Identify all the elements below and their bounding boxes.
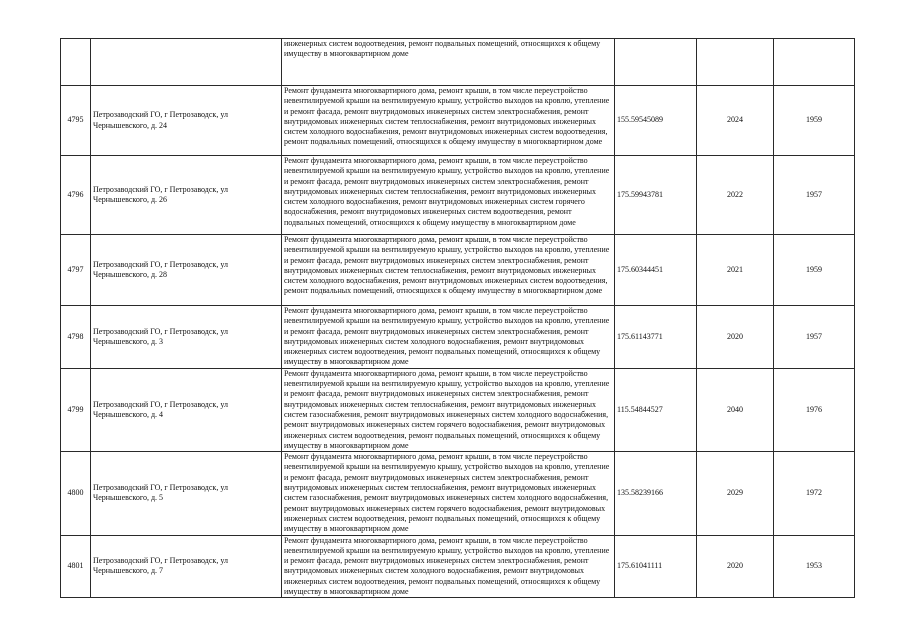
works-cell: инженерных систем водоотведения, ремонт подвальных помещений, относящихся к общему имуществу в многоквартирном доме: [282, 39, 615, 86]
area-cell: 155.59545089: [615, 86, 697, 156]
built-year-cell: 1953: [774, 535, 855, 598]
table-row: [61, 156, 855, 235]
row-number: 4795: [61, 86, 91, 156]
row-number: 4798: [61, 306, 91, 369]
address-cell: Петрозаводский ГО, г Петрозаводск, ул Чернышевского, д. 5: [91, 452, 282, 535]
row-number: 4801: [61, 535, 91, 598]
planned-year-cell: 2024: [697, 86, 774, 156]
built-year-cell: 1972: [774, 452, 855, 535]
row-number: 4797: [61, 235, 91, 306]
table-row: [61, 535, 855, 598]
built-year-cell: [774, 39, 855, 86]
address-cell: Петрозаводский ГО, г Петрозаводск, ул Чернышевского, д. 4: [91, 368, 282, 451]
works-cell: Ремонт фундамента многоквартирного дома, ремонт крыши, в том числе переустройство невентилируемой крыши на вентилируемую крышу, устройство выходов на кровлю, утепление и ремонт фасада, ремонт внутридомовых инженерных систем электроснабжения, ремонт внутридомовых инженерных систем теплоснабжения, ремонт внутридомовых инженерных систем газоснабжения, ремонт внутридомовых инженерных систем холодного водоснабжения, ремонт внутридомовых инженерных систем горячего водоснабжения, ремонт внутридомовых инженерных систем водоотведения, ремонт подвальных помещений, относящихся к общему имуществу в многоквартирном доме: [282, 368, 615, 451]
planned-year-cell: 2020: [697, 306, 774, 369]
repair-program-table: [60, 38, 855, 598]
table-row: [61, 452, 855, 535]
row-number: 4796: [61, 156, 91, 235]
built-year-cell: 1959: [774, 86, 855, 156]
row-number: 4800: [61, 452, 91, 535]
works-cell: Ремонт фундамента многоквартирного дома, ремонт крыши, в том числе переустройство невентилируемой крыши на вентилируемую крышу, устройство выходов на кровлю, утепление и ремонт фасада, ремонт внутридомовых инженерных систем электроснабжения, ремонт внутридомовых инженерных систем теплоснабжения, ремонт внутридомовых инженерных систем газоснабжения, ремонт внутридомовых инженерных систем холодного водоснабжения, ремонт внутридомовых инженерных систем горячего водоснабжения, ремонт внутридомовых инженерных систем водоотведения, ремонт подвальных помещений, относящихся к общему имуществу в многоквартирном доме: [282, 452, 615, 535]
table-row: [61, 368, 855, 451]
address-cell: Петрозаводский ГО, г Петрозаводск, ул Чернышевского, д. 28: [91, 235, 282, 306]
planned-year-cell: 2021: [697, 235, 774, 306]
planned-year-cell: 2022: [697, 156, 774, 235]
built-year-cell: 1957: [774, 306, 855, 369]
row-number: [61, 39, 91, 86]
built-year-cell: 1976: [774, 368, 855, 451]
address-cell: Петрозаводский ГО, г Петрозаводск, ул Чернышевского, д. 24: [91, 86, 282, 156]
area-cell: 115.54844527: [615, 368, 697, 451]
address-cell: Петрозаводский ГО, г Петрозаводск, ул Чернышевского, д. 7: [91, 535, 282, 598]
address-cell: Петрозаводский ГО, г Петрозаводск, ул Чернышевского, д. 26: [91, 156, 282, 235]
address-cell: Петрозаводский ГО, г Петрозаводск, ул Чернышевского, д. 3: [91, 306, 282, 369]
table-row: [61, 86, 855, 156]
area-cell: 175.61143771: [615, 306, 697, 369]
table-row: [61, 39, 855, 86]
works-cell: Ремонт фундамента многоквартирного дома, ремонт крыши, в том числе переустройство невентилируемой крыши на вентилируемую крышу, устройство выходов на кровлю, утепление и ремонт фасада, ремонт внутридомовых инженерных систем электроснабжения, ремонт внутридомовых инженерных систем теплоснабжения, ремонт внутридомовых инженерных систем холодного водоснабжения, ремонт внутридомовых инженерных систем водоотведения, ремонт подвальных помещений, относящихся к общему имуществу в многоквартирном доме: [282, 86, 615, 156]
area-cell: 175.61041111: [615, 535, 697, 598]
planned-year-cell: 2029: [697, 452, 774, 535]
area-cell: [615, 39, 697, 86]
built-year-cell: 1957: [774, 156, 855, 235]
table-row: [61, 235, 855, 306]
works-cell: Ремонт фундамента многоквартирного дома, ремонт крыши, в том числе переустройство невентилируемой крыши на вентилируемую крышу, устройство выходов на кровлю, утепление и ремонт фасада, ремонт внутридомовых инженерных систем электроснабжения, ремонт внутридомовых инженерных систем теплоснабжения, ремонт внутридомовых инженерных систем холодного водоснабжения, ремонт внутридомовых инженерных систем горячего водоснабжения, ремонт внутридомовых инженерных систем водоотведения, ремонт подвальных помещений, относящихся к общему имуществу в многоквартирном доме: [282, 156, 615, 235]
row-number: 4799: [61, 368, 91, 451]
planned-year-cell: 2020: [697, 535, 774, 598]
address-cell: [91, 39, 282, 86]
works-cell: Ремонт фундамента многоквартирного дома, ремонт крыши, в том числе переустройство невентилируемой крыши на вентилируемую крышу, устройство выходов на кровлю, утепление и ремонт фасада, ремонт внутридомовых инженерных систем электроснабжения, ремонт внутридомовых инженерных систем холодного водоснабжения, ремонт внутридомовых инженерных систем водоотведения, ремонт подвальных помещений, относящихся к общему имуществу в многоквартирном доме: [282, 535, 615, 598]
area-cell: 175.59943781: [615, 156, 697, 235]
table-row: [61, 306, 855, 369]
works-cell: Ремонт фундамента многоквартирного дома, ремонт крыши, в том числе переустройство невентилируемой крыши на вентилируемую крышу, устройство выходов на кровлю, утепление и ремонт фасада, ремонт внутридомовых инженерных систем электроснабжения, ремонт внутридомовых инженерных систем холодного водоснабжения, ремонт внутридомовых инженерных систем водоотведения, ремонт подвальных помещений, относящихся к общему имуществу в многоквартирном доме: [282, 306, 615, 369]
planned-year-cell: [697, 39, 774, 86]
planned-year-cell: 2040: [697, 368, 774, 451]
area-cell: 135.58239166: [615, 452, 697, 535]
area-cell: 175.60344451: [615, 235, 697, 306]
built-year-cell: 1959: [774, 235, 855, 306]
works-cell: Ремонт фундамента многоквартирного дома, ремонт крыши, в том числе переустройство невентилируемой крыши на вентилируемую крышу, устройство выходов на кровлю, утепление и ремонт фасада, ремонт внутридомовых инженерных систем электроснабжения, ремонт внутридомовых инженерных систем теплоснабжения, ремонт внутридомовых инженерных систем холодного водоснабжения, ремонт внутридомовых инженерных систем водоотведения, ремонт подвальных помещений, относящихся к общему имуществу в многоквартирном доме: [282, 235, 615, 306]
